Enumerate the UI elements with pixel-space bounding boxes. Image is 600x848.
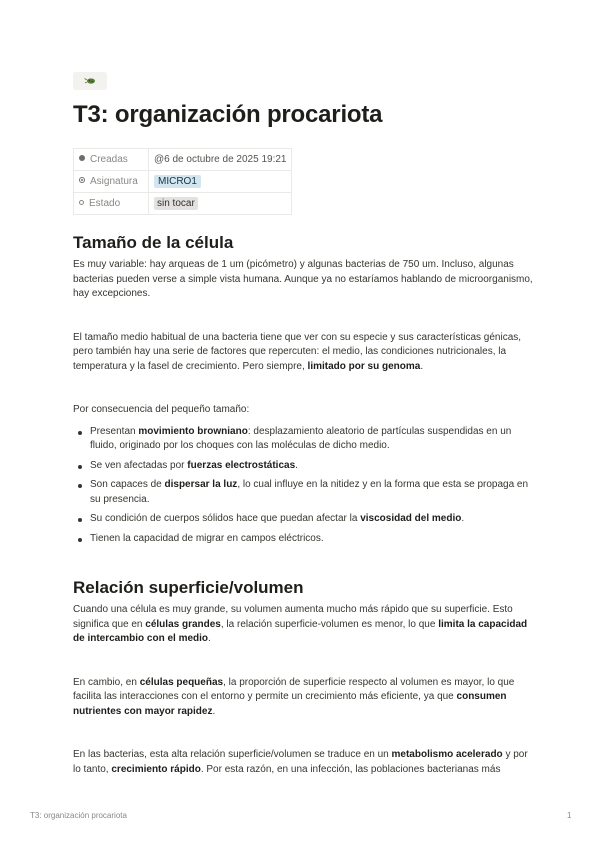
page-title: T3: organización procariota (73, 101, 383, 128)
page-content (73, 228, 533, 777)
paragraph: Por consecuencia del pequeño tamaño: (73, 404, 250, 415)
status-icon (79, 200, 84, 205)
property-value-status[interactable] (149, 193, 292, 215)
paragraph: El tamaño medio habitual de una bacteria tiene que ver con su especie y sus características génicas, pero también hay una serie de factores que repercuten: el medio, las condiciones nutricionales, la temperatura y la fasel de crecimiento. Pero siempre, limitado por su genoma. (73, 331, 522, 372)
property-row-created (74, 149, 292, 171)
property-row-subject (74, 171, 292, 193)
subject-tag: MICRO1 (154, 175, 201, 188)
paragraph: Es muy variable: hay arqueas de 1 um (picómetro) y algunas bacterias de 750 um. Incluso, algunas bacterias pueden verse a simple vista humana. Aunque ya no estaríamos hablando de microorganismo, hay excepciones. (73, 259, 533, 299)
status-tag: sin tocar (154, 197, 198, 210)
list-item: Su condición de cuerpos sólidos hace que puedan afectar la viscosidad del medio. (73, 512, 533, 527)
paragraph: Cuando una célula es muy grande, su volumen aumenta mucho más rápido que su superficie. Esto significa que en células grandes, la relación superficie-volumen es menor, lo que limita la capacidad de intercambio con el medio. (73, 604, 528, 644)
property-row-status (74, 193, 292, 215)
property-name-created[interactable] (74, 149, 149, 171)
footer-title: T3: organización procariota (30, 811, 127, 820)
section-heading: Relación superficie/volumen (73, 578, 304, 597)
microbe-icon (73, 72, 107, 90)
properties-table (73, 148, 292, 215)
property-value-subject[interactable] (149, 171, 292, 193)
property-name-status[interactable] (74, 193, 149, 215)
property-value-created[interactable]: @6 de octubre de 2025 19:21 (149, 149, 292, 171)
clock-icon (79, 155, 85, 161)
property-name-subject[interactable] (74, 171, 149, 193)
list-item: Son capaces de dispersar la luz, lo cual influye en la nitidez y en la forma que esta se propaga en su presencia. (73, 478, 533, 507)
property-label: Creadas (90, 154, 128, 165)
property-label: Estado (89, 198, 121, 209)
list-item: Tienen la capacidad de migrar en campos eléctricos. (73, 532, 533, 547)
list-item: Presentan movimiento browniano: desplazamiento aleatorio de partículas suspendidas en un fluido, originado por los choques con las moléculas de dicho medio. (73, 425, 533, 454)
section-heading: Tamaño de la célula (73, 233, 234, 252)
list-item: Se ven afectadas por fuerzas electrostáticas. (73, 459, 533, 474)
property-label: Asignatura (90, 176, 138, 187)
footer-page-number: 1 (567, 811, 572, 820)
target-icon (79, 177, 85, 183)
bullet-list (73, 425, 533, 547)
paragraph: En cambio, en células pequeñas, la proporción de superficie respecto al volumen es mayor, lo que facilita las interacciones con el entorno y permite un crecimiento más eficiente, ya que consumen nutrientes con mayor rapidez. (73, 676, 515, 717)
paragraph: En las bacterias, esta alta relación superficie/volumen se traduce en un metabolismo acelerado y por lo tanto, crecimiento rápido. Por esta razón, en una infección, las poblaciones bacterianas más (73, 749, 528, 775)
